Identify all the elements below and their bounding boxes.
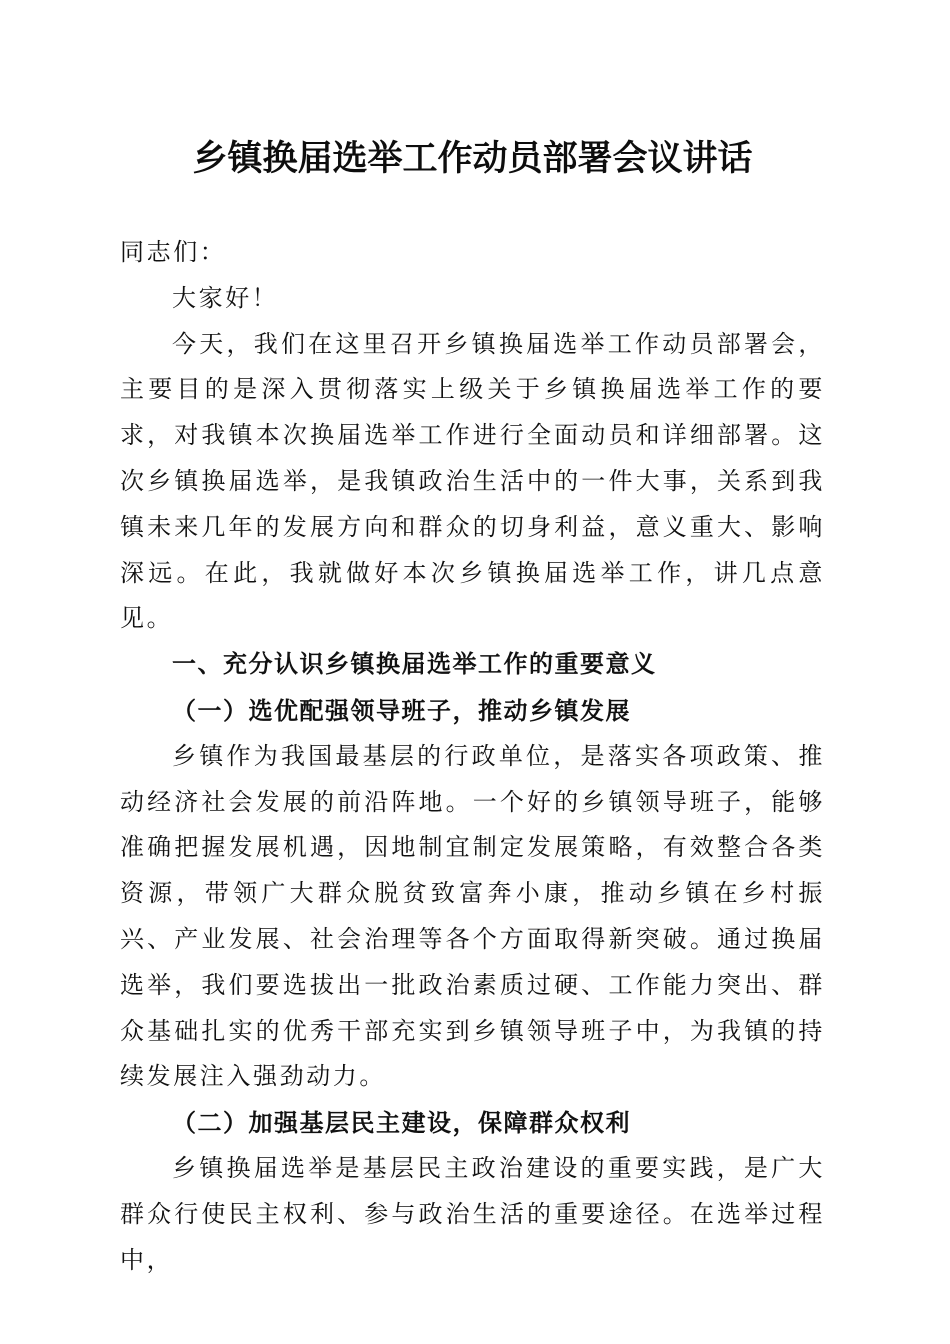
section-heading-1: 一、充分认识乡镇换届选举工作的重要意义 xyxy=(172,650,657,679)
subsection-heading-1: （一）选优配强领导班子，推动乡镇发展 xyxy=(172,695,631,725)
subsection-paragraph-2: 乡镇换届选举是基层民主政治建设的重要实践，是广大群众行使民主权利、参与政治生活的重要途径。在选举过程中， xyxy=(120,1153,825,1274)
greeting: 大家好！ xyxy=(172,283,279,312)
document-title: 乡镇换届选举工作动员部署会议讲话 xyxy=(192,138,753,179)
document-body xyxy=(120,230,825,1283)
subsection-paragraph-1: 乡镇作为我国最基层的行政单位，是落实各项政策、推动经济社会发展的前沿阵地。一个好的乡镇领导班子，能够准确把握发展机遇，因地制宜制定发展策略，有效整合各类资源，带领广大群众脱贫致富奔小康，推动乡镇在乡村振兴、产业发展、社会治理等各个方面取得新突破。通过换届选举，我们要选拔出一批政治素质过硬、工作能力突出、群众基础扎实的优秀干部充实到乡镇领导班子中，为我镇的持续发展注入强劲动力。 xyxy=(120,741,825,1091)
intro-paragraph: 今天，我们在这里召开乡镇换届选举工作动员部署会，主要目的是深入贯彻落实上级关于乡镇换届选举工作的要求，对我镇本次换届选举工作进行全面动员和详细部署。这次乡镇换届选举，是我镇政治生活中的一件大事，关系到我镇未来几年的发展方向和群众的切身利益，意义重大、影响深远。在此，我就做好本次乡镇换届选举工作，讲几点意见。 xyxy=(120,329,825,633)
subsection-heading-2: （二）加强基层民主建设，保障群众权利 xyxy=(172,1108,631,1138)
salutation: 同志们： xyxy=(120,238,227,266)
